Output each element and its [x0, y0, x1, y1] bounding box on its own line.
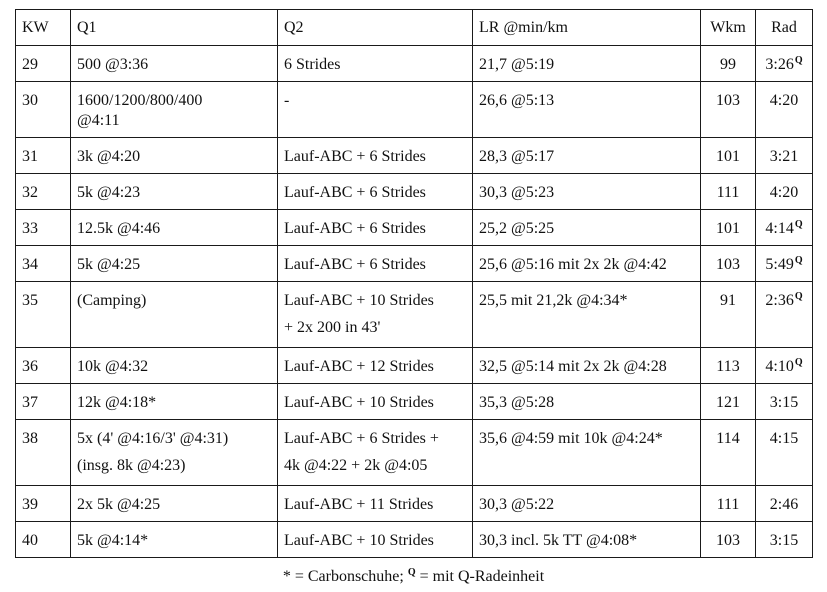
rad-value: 3:15: [769, 394, 799, 411]
wkm-value: 103: [716, 256, 740, 273]
cell-rad: [756, 46, 813, 82]
q1-text: (insg. 8k @4:23): [77, 457, 186, 474]
table-row: [16, 486, 813, 522]
wkm-value: 111: [716, 496, 740, 513]
header-rad: Rad: [756, 10, 813, 46]
cell-kw: [16, 82, 71, 138]
cell-kw: [16, 46, 71, 82]
q1-text: 500 @3:36: [77, 56, 149, 73]
cell-kw: [16, 420, 71, 486]
cell-q1: [71, 384, 278, 420]
training-table: [15, 9, 813, 558]
header-kw: KW: [16, 10, 71, 46]
q2-text: + 2x 200 in 43': [284, 319, 381, 336]
cell-kw: [16, 138, 71, 174]
rad-value: 2:46: [769, 496, 799, 513]
kw-value: 32: [22, 184, 38, 201]
table-row: [16, 282, 813, 348]
cell-wkm: [701, 174, 756, 210]
wkm-value: 101: [716, 148, 740, 165]
wkm-value: 103: [716, 532, 740, 549]
cell-q2: [278, 138, 473, 174]
cell-lr: [473, 210, 701, 246]
table-row: [16, 82, 813, 138]
cell-lr: [473, 138, 701, 174]
cell-q1: [71, 522, 278, 558]
cell-kw: [16, 348, 71, 384]
cell-wkm: [701, 348, 756, 384]
q2-text: Lauf-ABC + 6 Strides +: [284, 430, 439, 447]
q1-text: 5x (4' @4:16/3' @4:31): [77, 430, 229, 447]
lr-text: 35,3 @5:28: [479, 394, 555, 411]
rad-value: 3:26: [765, 56, 794, 73]
rad-value: 4:15: [769, 430, 799, 447]
q2-text: 4k @4:22 + 2k @4:05: [284, 457, 428, 474]
header-wkm: Wkm: [701, 10, 756, 46]
q1-text: (Camping): [77, 292, 147, 309]
cell-lr: [473, 486, 701, 522]
q-marker: Q: [794, 219, 803, 230]
wkm-value: 91: [720, 292, 736, 309]
table-row: [16, 174, 813, 210]
cell-wkm: [701, 246, 756, 282]
q1-text: 5k @4:25: [77, 256, 141, 273]
kw-value: 31: [22, 148, 38, 165]
rad-value: 4:20: [769, 184, 799, 201]
cell-q2: [278, 210, 473, 246]
kw-value: 38: [22, 430, 38, 447]
cell-q1: [71, 486, 278, 522]
rad-value: 3:21: [769, 148, 799, 165]
q1-text: 2x 5k @4:25: [77, 496, 161, 513]
cell-q2: [278, 82, 473, 138]
kw-value: 40: [22, 532, 38, 549]
cell-lr: [473, 420, 701, 486]
q-marker: Q: [794, 255, 803, 266]
lr-text: 26,6 @5:13: [479, 92, 555, 109]
q2-text: Lauf-ABC + 10 Strides: [284, 394, 434, 411]
cell-q1: [71, 282, 278, 348]
q2-text: Lauf-ABC + 10 Strides: [284, 292, 434, 309]
cell-wkm: [701, 82, 756, 138]
cell-wkm: [701, 282, 756, 348]
cell-rad: [756, 174, 813, 210]
cell-q1: [71, 82, 278, 138]
kw-value: 29: [22, 56, 38, 73]
q2-text: -: [284, 92, 290, 109]
cell-rad: [756, 486, 813, 522]
q2-text: Lauf-ABC + 6 Strides: [284, 256, 426, 273]
rad-value: 5:49: [765, 256, 794, 273]
cell-q1: [71, 46, 278, 82]
cell-q2: [278, 420, 473, 486]
q-marker: Q: [794, 291, 803, 302]
cell-wkm: [701, 138, 756, 174]
q2-text: Lauf-ABC + 6 Strides: [284, 184, 426, 201]
wkm-value: 103: [716, 92, 740, 109]
q2-text: Lauf-ABC + 11 Strides: [284, 496, 434, 513]
q1-text: 12.5k @4:46: [77, 220, 161, 237]
q1-text: 3k @4:20: [77, 148, 141, 165]
cell-wkm: [701, 46, 756, 82]
rad-value: 4:10: [765, 358, 794, 375]
cell-q2: [278, 486, 473, 522]
wkm-value: 99: [720, 56, 736, 73]
cell-wkm: [701, 420, 756, 486]
cell-rad: [756, 138, 813, 174]
table-row: [16, 246, 813, 282]
q2-text: Lauf-ABC + 6 Strides: [284, 148, 426, 165]
rad-value: 4:20: [769, 92, 799, 109]
rad-value: 3:15: [769, 532, 799, 549]
rad-value: 2:36: [765, 292, 794, 309]
header-q1: Q1: [71, 10, 278, 46]
cell-lr: [473, 246, 701, 282]
table-row: [16, 384, 813, 420]
cell-q2: [278, 246, 473, 282]
cell-lr: [473, 174, 701, 210]
cell-q1: [71, 210, 278, 246]
q1-text: 5k @4:14*: [77, 532, 149, 549]
cell-rad: [756, 82, 813, 138]
lr-text: 25,5 mit 21,2k @4:34*: [479, 292, 628, 309]
table-body: [16, 46, 813, 558]
cell-q1: [71, 246, 278, 282]
cell-lr: [473, 384, 701, 420]
q1-text: 10k @4:32: [77, 358, 149, 375]
cell-wkm: [701, 522, 756, 558]
cell-wkm: [701, 486, 756, 522]
cell-q2: [278, 384, 473, 420]
footnote-q-marker: Q: [407, 567, 416, 578]
q-marker: Q: [794, 55, 803, 66]
lr-text: 21,7 @5:19: [479, 56, 555, 73]
cell-q2: [278, 522, 473, 558]
table-row: [16, 46, 813, 82]
kw-value: 37: [22, 394, 38, 411]
cell-rad: [756, 210, 813, 246]
q1-text: 5k @4:23: [77, 184, 141, 201]
kw-value: 34: [22, 256, 38, 273]
lr-text: 25,6 @5:16 mit 2x 2k @4:42: [479, 256, 667, 273]
wkm-value: 114: [716, 430, 740, 447]
table-row: [16, 420, 813, 486]
wkm-value: 113: [716, 358, 740, 375]
cell-kw: [16, 522, 71, 558]
q2-text: 6 Strides: [284, 56, 341, 73]
cell-rad: [756, 384, 813, 420]
kw-value: 30: [22, 92, 38, 109]
lr-text: 35,6 @4:59 mit 10k @4:24*: [479, 430, 663, 447]
wkm-value: 121: [716, 394, 740, 411]
q2-text: Lauf-ABC + 12 Strides: [284, 358, 434, 375]
q1-text: 12k @4:18*: [77, 394, 157, 411]
lr-text: 32,5 @5:14 mit 2x 2k @4:28: [479, 358, 667, 375]
cell-rad: [756, 282, 813, 348]
cell-lr: [473, 282, 701, 348]
kw-value: 39: [22, 496, 38, 513]
cell-q1: [71, 348, 278, 384]
kw-value: 36: [22, 358, 38, 375]
header-lr: LR @min/km: [473, 10, 701, 46]
cell-kw: [16, 384, 71, 420]
cell-lr: [473, 348, 701, 384]
table-row: [16, 522, 813, 558]
footnote-carbon: * = Carbonschuhe;: [282, 568, 408, 585]
cell-q1: [71, 420, 278, 486]
footnote: [15, 568, 812, 586]
lr-text: 28,3 @5:17: [479, 148, 555, 165]
cell-q2: [278, 174, 473, 210]
q2-text: Lauf-ABC + 6 Strides: [284, 220, 426, 237]
rad-value: 4:14: [765, 220, 794, 237]
lr-text: 25,2 @5:25: [479, 220, 555, 237]
cell-rad: [756, 522, 813, 558]
cell-rad: [756, 348, 813, 384]
cell-kw: [16, 486, 71, 522]
cell-q2: [278, 46, 473, 82]
kw-value: 35: [22, 292, 38, 309]
cell-q1: [71, 174, 278, 210]
cell-lr: [473, 46, 701, 82]
cell-kw: [16, 210, 71, 246]
header-q2: Q2: [278, 10, 473, 46]
cell-lr: [473, 522, 701, 558]
q-marker: Q: [794, 357, 803, 368]
footnote-q-explanation: = mit Q-Radeinheit: [415, 568, 545, 585]
q1-text: 1600/1200/800/400: [77, 92, 203, 109]
wkm-value: 101: [716, 220, 740, 237]
cell-rad: [756, 246, 813, 282]
wkm-value: 111: [716, 184, 740, 201]
q1-text: @4:11: [77, 112, 120, 129]
cell-q2: [278, 348, 473, 384]
table-row: [16, 138, 813, 174]
lr-text: 30,3 @5:23: [479, 184, 555, 201]
table-row: [16, 348, 813, 384]
cell-q2: [278, 282, 473, 348]
cell-kw: [16, 246, 71, 282]
lr-text: 30,3 incl. 5k TT @4:08*: [479, 532, 638, 549]
q2-text: Lauf-ABC + 10 Strides: [284, 532, 434, 549]
cell-wkm: [701, 384, 756, 420]
cell-lr: [473, 82, 701, 138]
cell-kw: [16, 282, 71, 348]
cell-kw: [16, 174, 71, 210]
table-row: [16, 210, 813, 246]
cell-q1: [71, 138, 278, 174]
cell-wkm: [701, 210, 756, 246]
cell-rad: [756, 420, 813, 486]
table-header-row: [16, 10, 813, 46]
kw-value: 33: [22, 220, 38, 237]
lr-text: 30,3 @5:22: [479, 496, 555, 513]
